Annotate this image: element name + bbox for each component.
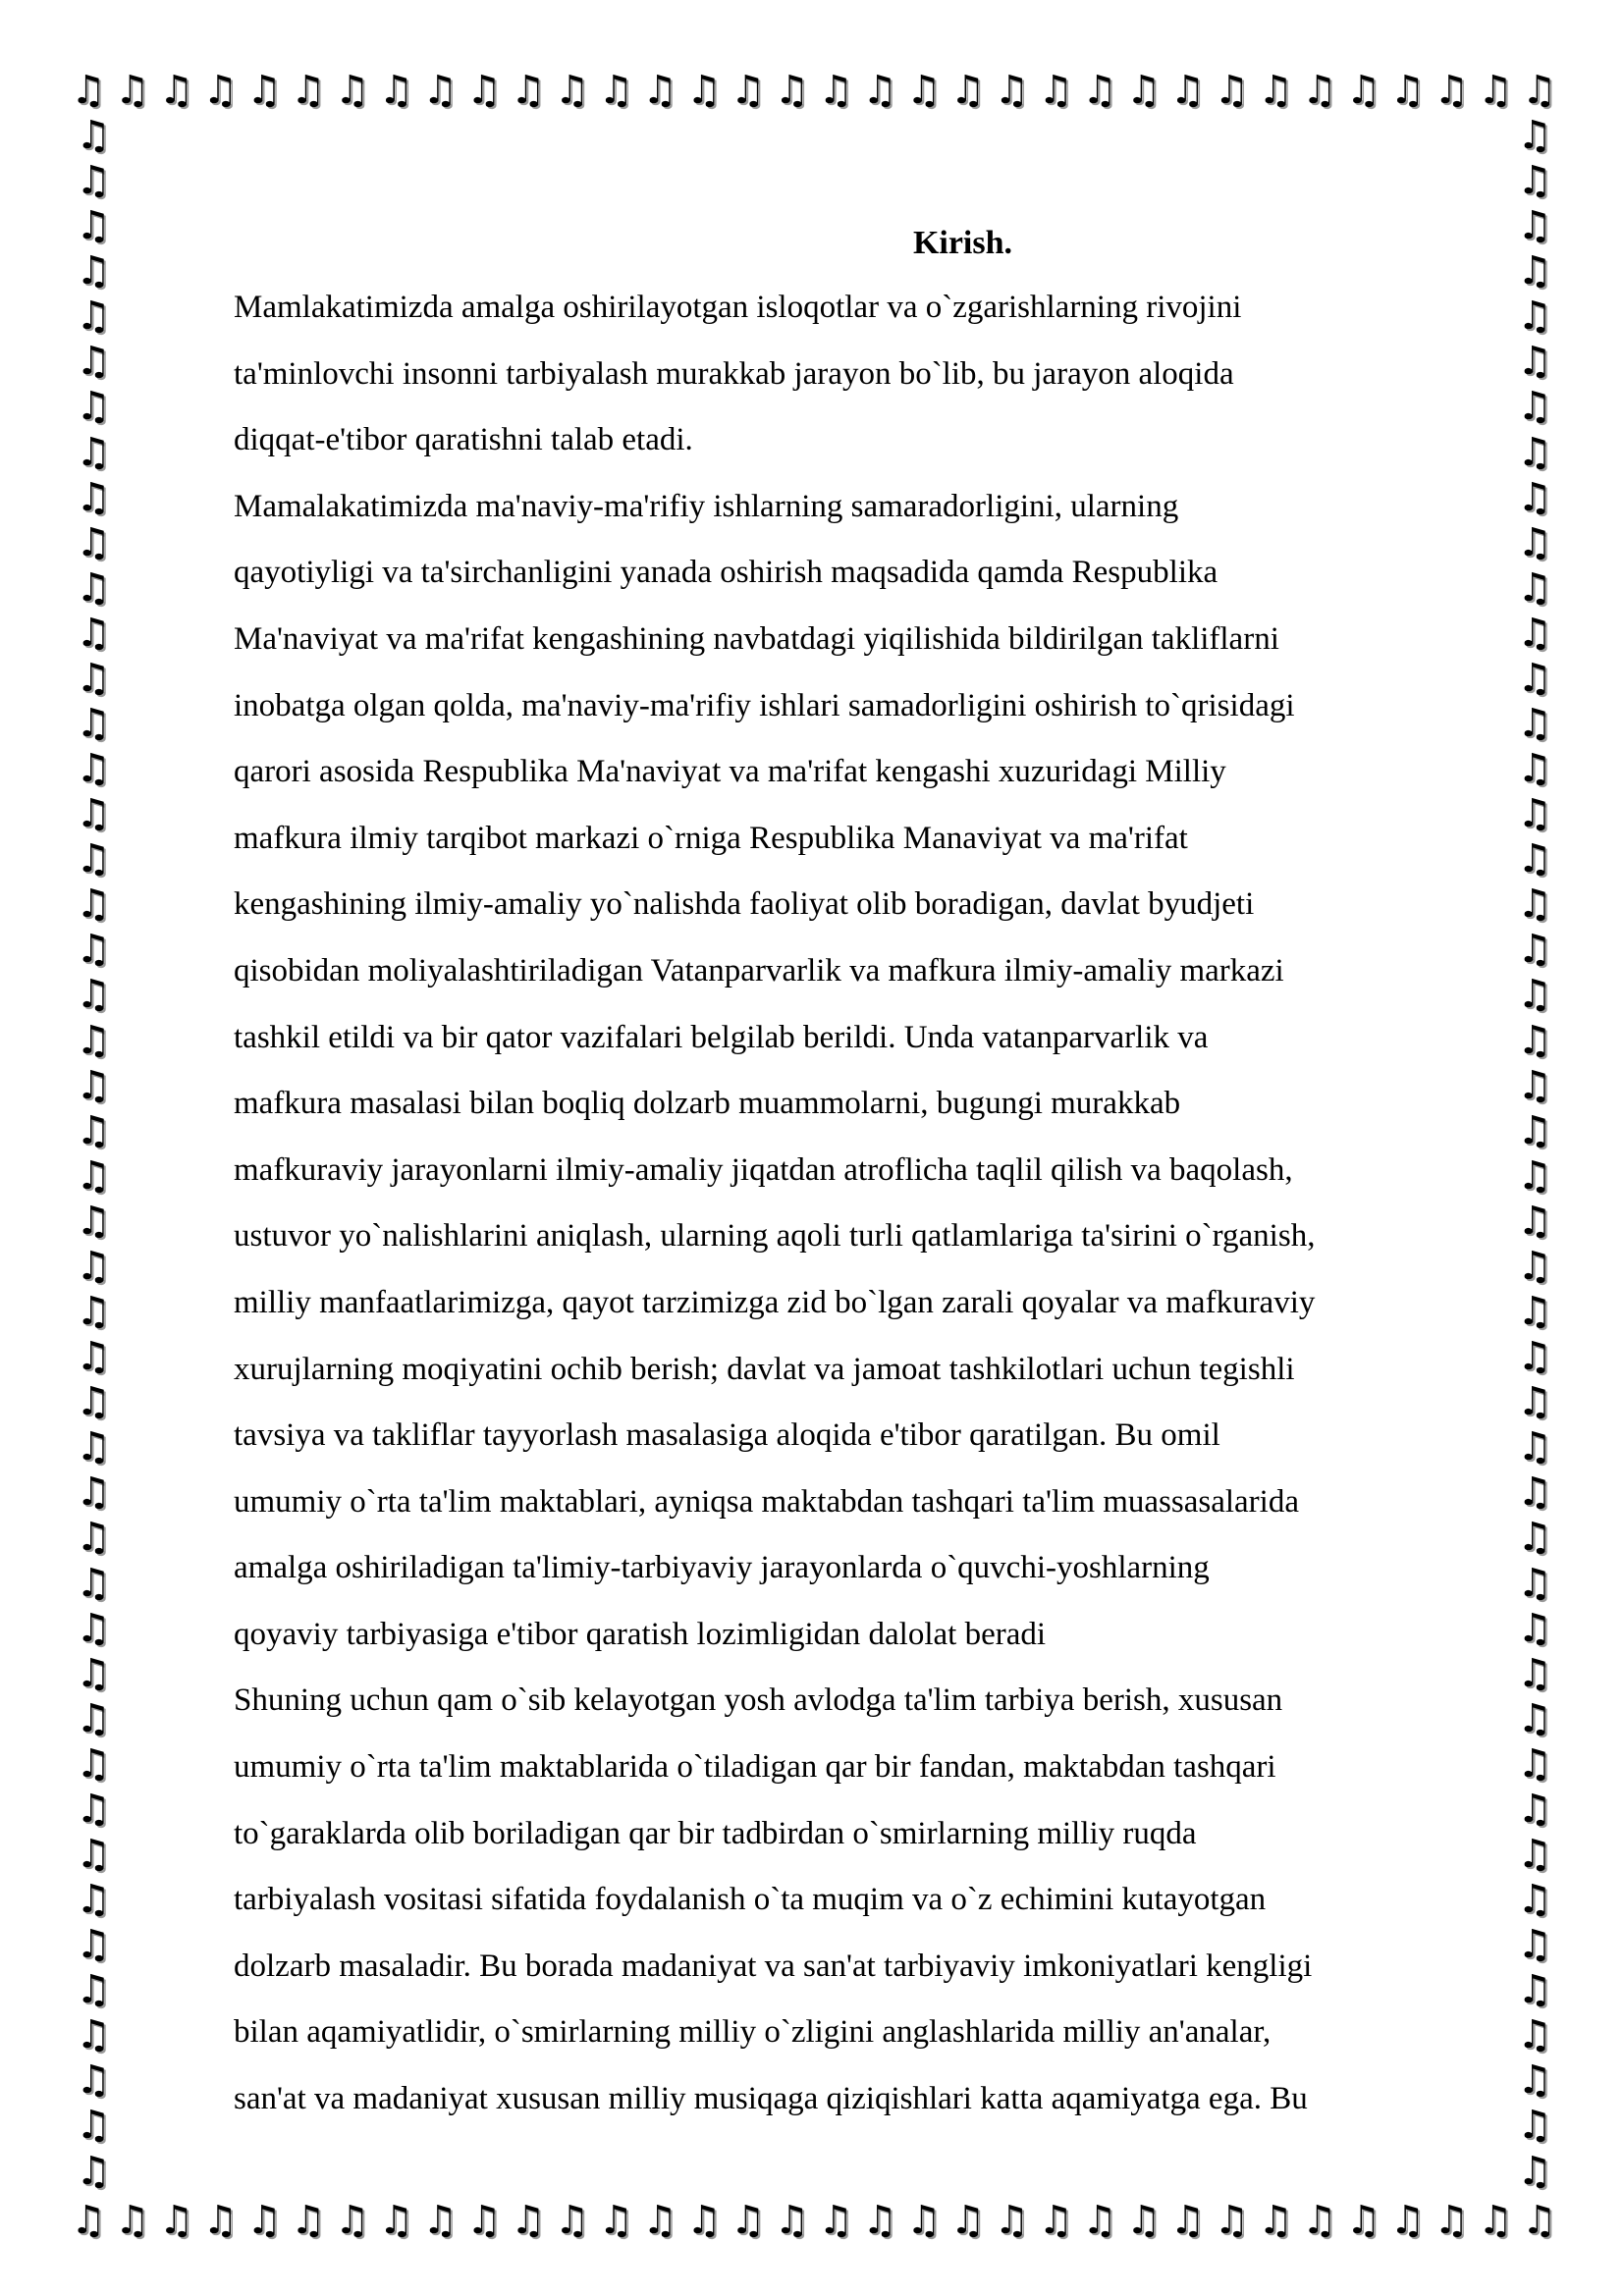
text-line: mafkura ilmiy tarqibot markazi o`rniga Respublika Manaviyat va ma'rifat bbox=[234, 820, 1188, 856]
music-note-icon: ♫ bbox=[1214, 2198, 1250, 2243]
music-note-icon: ♫ bbox=[71, 2198, 106, 2243]
music-note-icon: ♫ bbox=[76, 1243, 111, 1289]
music-note-icon: ♫ bbox=[76, 1017, 111, 1063]
text-line: bilan aqamiyatlidir, o`smirlarning milliy o`zligini anglashlarida milliy an'analar, bbox=[234, 2014, 1272, 2051]
music-note-icon: ♫ bbox=[76, 1650, 111, 1696]
music-note-icon: ♫ bbox=[1517, 881, 1552, 928]
music-note-icon: ♫ bbox=[1301, 2198, 1337, 2243]
music-note-icon: ♫ bbox=[1517, 1605, 1552, 1651]
music-note-icon: ♫ bbox=[1389, 68, 1426, 113]
text-line: qayotiyligi va ta'sirchanligini yanada oshirish maqsadida qamda Respublika bbox=[234, 555, 1218, 591]
text-line: mafkuraviy jarayonlarni ilmiy-amaliy jiqatdan atroflicha taqlil qilish va baqolash, bbox=[234, 1151, 1293, 1188]
music-note-icon: ♫ bbox=[1517, 1740, 1552, 1787]
music-note-icon: ♫ bbox=[76, 1877, 111, 1923]
music-note-icon: ♫ bbox=[76, 339, 111, 385]
music-note-icon: ♫ bbox=[774, 68, 810, 113]
music-note-icon: ♫ bbox=[76, 972, 111, 1018]
music-note-icon: ♫ bbox=[1258, 68, 1293, 113]
text-line: mafkura masalasi bilan boqliq dolzarb muammolarni, bugungi murakkab bbox=[234, 1086, 1181, 1122]
music-note-icon: ♫ bbox=[1258, 2198, 1293, 2243]
text-line: kengashining ilmiy-amaliy yo`nalishda faoliyat olib boradigan, davlat byudjeti bbox=[234, 886, 1255, 923]
music-note-icon: ♫ bbox=[76, 294, 111, 340]
text-line: Mamlakatimizda amalga oshirilayotgan isloqotlar va o`zgarishlarning rivojini bbox=[234, 290, 1242, 325]
music-note-icon: ♫ bbox=[1125, 2198, 1162, 2243]
music-note-icon: ♫ bbox=[1517, 2148, 1552, 2191]
music-note-icon: ♫ bbox=[1517, 927, 1552, 973]
music-note-icon: ♫ bbox=[1517, 1424, 1552, 1470]
music-note-icon: ♫ bbox=[1345, 2198, 1381, 2243]
music-note-icon: ♫ bbox=[774, 2198, 810, 2243]
music-note-icon: ♫ bbox=[76, 203, 111, 249]
music-note-icon: ♫ bbox=[1478, 68, 1513, 113]
music-note-icon: ♫ bbox=[76, 116, 111, 158]
music-note-icon: ♫ bbox=[378, 68, 414, 113]
music-note-icon: ♫ bbox=[949, 2198, 986, 2243]
music-note-icon: ♫ bbox=[1517, 2103, 1552, 2149]
music-note-icon: ♫ bbox=[862, 2198, 897, 2243]
music-note-icon: ♫ bbox=[994, 2198, 1030, 2243]
music-note-icon: ♫ bbox=[1517, 203, 1552, 249]
music-note-icon: ♫ bbox=[1434, 68, 1470, 113]
music-note-icon: ♫ bbox=[76, 1967, 111, 2013]
music-note-icon: ♫ bbox=[1517, 429, 1552, 475]
music-note-icon: ♫ bbox=[818, 2198, 854, 2243]
music-note-icon: ♫ bbox=[246, 2198, 282, 2243]
music-note-icon: ♫ bbox=[1517, 1379, 1552, 1425]
music-note-icon: ♫ bbox=[76, 1107, 111, 1153]
music-note-icon: ♫ bbox=[76, 1740, 111, 1787]
music-note-icon: ♫ bbox=[1517, 519, 1552, 565]
music-note-icon: ♫ bbox=[510, 68, 546, 113]
music-note-icon: ♫ bbox=[1517, 1560, 1552, 1606]
text-line: Mamalakatimizda ma'naviy-ma'rifiy ishlarning samaradorligini, ularning bbox=[234, 488, 1179, 524]
music-note-icon: ♫ bbox=[685, 68, 722, 113]
music-note-icon: ♫ bbox=[1517, 384, 1552, 430]
music-note-icon: ♫ bbox=[598, 2198, 634, 2243]
music-note-icon: ♫ bbox=[1517, 1831, 1552, 1877]
document-title: Kirish. bbox=[912, 225, 1013, 261]
music-note-icon: ♫ bbox=[76, 564, 111, 611]
music-note-icon: ♫ bbox=[76, 429, 111, 475]
music-note-icon: ♫ bbox=[1517, 1515, 1552, 1561]
text-line: umumiy o`rta ta'lim maktablarida o`tiladigan qar bir fandan, maktabdan tashqari bbox=[234, 1749, 1276, 1786]
music-note-icon: ♫ bbox=[1517, 158, 1552, 204]
music-note-icon: ♫ bbox=[1517, 791, 1552, 837]
text-line: to`garaklarda olib boriladigan qar bir tadbirdan o`smirlarning milliy ruqda bbox=[234, 1815, 1197, 1851]
music-note-icon: ♫ bbox=[642, 2198, 678, 2243]
music-note-icon: ♫ bbox=[1517, 294, 1552, 340]
text-line: dolzarb masaladir. Bu borada madaniyat va san'at tarbiyaviy imkoniyatlari kengligi bbox=[234, 1948, 1313, 1984]
music-note-icon: ♫ bbox=[76, 655, 111, 701]
music-note-icon: ♫ bbox=[1517, 701, 1552, 747]
text-line: milliy manfaatlarimizga, qayot tarzimizga zid bo`lgan zarali qoyalar va mafkuraviy bbox=[234, 1284, 1316, 1320]
music-note-icon: ♫ bbox=[76, 2103, 111, 2149]
music-note-icon: ♫ bbox=[554, 68, 590, 113]
text-line: tavsiya va takliflar tayyorlash masalasiga aloqida e'tibor qaratilgan. Bu omil bbox=[234, 1417, 1220, 1454]
music-note-icon: ♫ bbox=[76, 1695, 111, 1741]
music-note-icon: ♫ bbox=[1478, 2198, 1513, 2243]
music-note-icon: ♫ bbox=[76, 248, 111, 294]
music-note-icon: ♫ bbox=[76, 746, 111, 792]
music-note-icon: ♫ bbox=[158, 2198, 194, 2243]
music-note-icon: ♫ bbox=[422, 68, 459, 113]
text-line: Shuning uchun qam o`sib kelayotgan yosh avlodga ta'lim tarbiya berish, xususan bbox=[234, 1682, 1283, 1719]
text-line: san'at va madaniyat xususan milliy musiqaga qiziqishlari katta aqamiyatga ega. Bu bbox=[234, 2081, 1308, 2117]
music-note-icon: ♫ bbox=[76, 1605, 111, 1651]
music-note-icon: ♫ bbox=[76, 791, 111, 837]
music-note-icon: ♫ bbox=[466, 68, 502, 113]
text-line: ta'minlovchi insonni tarbiyalash murakkab jarayon bo`lib, bu jarayon aloqida bbox=[234, 355, 1234, 392]
music-note-icon: ♫ bbox=[76, 2012, 111, 2058]
music-note-icon: ♫ bbox=[1517, 1877, 1552, 1923]
music-note-icon: ♫ bbox=[905, 2198, 942, 2243]
music-note-icon: ♫ bbox=[76, 610, 111, 656]
music-note-icon: ♫ bbox=[290, 68, 326, 113]
music-note-icon: ♫ bbox=[76, 1289, 111, 1335]
music-note-icon: ♫ bbox=[1517, 1967, 1552, 2013]
music-note-icon: ♫ bbox=[76, 1469, 111, 1516]
music-note-icon: ♫ bbox=[1517, 1695, 1552, 1741]
music-note-icon: ♫ bbox=[76, 881, 111, 928]
music-note-icon: ♫ bbox=[76, 1786, 111, 1832]
music-note-icon: ♫ bbox=[76, 474, 111, 520]
music-note-icon: ♫ bbox=[1517, 1469, 1552, 1516]
text-line: diqqat-e'tibor qaratishni talab etadi. bbox=[234, 422, 693, 458]
music-note-icon: ♫ bbox=[642, 68, 678, 113]
music-note-icon: ♫ bbox=[1517, 1243, 1552, 1289]
music-note-icon: ♫ bbox=[1517, 474, 1552, 520]
music-note-icon: ♫ bbox=[76, 1198, 111, 1244]
music-note-icon: ♫ bbox=[76, 384, 111, 430]
music-note-icon: ♫ bbox=[76, 1424, 111, 1470]
music-note-icon: ♫ bbox=[76, 1560, 111, 1606]
music-note-icon: ♫ bbox=[1081, 68, 1117, 113]
music-note-icon: ♫ bbox=[76, 1515, 111, 1561]
music-note-icon: ♫ bbox=[76, 836, 111, 882]
music-note-icon: ♫ bbox=[334, 68, 370, 113]
music-note-icon: ♫ bbox=[730, 68, 766, 113]
music-note-icon: ♫ bbox=[422, 2198, 459, 2243]
music-note-icon: ♫ bbox=[1517, 836, 1552, 882]
music-note-icon: ♫ bbox=[1521, 2198, 1557, 2243]
music-note-icon: ♫ bbox=[290, 2198, 326, 2243]
music-note-icon: ♫ bbox=[1517, 2057, 1552, 2104]
music-note-icon: ♫ bbox=[76, 2057, 111, 2104]
music-note-icon: ♫ bbox=[76, 1831, 111, 1877]
music-note-icon: ♫ bbox=[1081, 2198, 1117, 2243]
music-note-icon: ♫ bbox=[1517, 1922, 1552, 1968]
music-note-icon: ♫ bbox=[1517, 1062, 1552, 1108]
music-note-icon: ♫ bbox=[1169, 68, 1206, 113]
text-line: tarbiyalash vositasi sifatida foydalanish o`ta muqim va o`z echimini kutayotgan bbox=[234, 1882, 1267, 1918]
music-note-icon: ♫ bbox=[466, 2198, 502, 2243]
document-page bbox=[234, 218, 1520, 2133]
music-note-icon: ♫ bbox=[1345, 68, 1381, 113]
music-note-icon: ♫ bbox=[685, 2198, 722, 2243]
music-note-icon: ♫ bbox=[1517, 1786, 1552, 1832]
music-note-icon: ♫ bbox=[71, 68, 106, 113]
music-note-icon: ♫ bbox=[554, 2198, 590, 2243]
music-note-icon: ♫ bbox=[378, 2198, 414, 2243]
music-note-icon: ♫ bbox=[114, 2198, 150, 2243]
music-note-icon: ♫ bbox=[730, 2198, 766, 2243]
music-note-icon: ♫ bbox=[1517, 1289, 1552, 1335]
music-note-icon: ♫ bbox=[1517, 610, 1552, 656]
music-note-icon: ♫ bbox=[1521, 68, 1557, 113]
music-note-icon: ♫ bbox=[1214, 68, 1250, 113]
text-line: qoyaviy tarbiyasiga e'tibor qaratish lozimligidan dalolat beradi bbox=[234, 1616, 1047, 1652]
music-note-icon: ♫ bbox=[510, 2198, 546, 2243]
music-note-icon: ♫ bbox=[1517, 1152, 1552, 1199]
music-note-icon: ♫ bbox=[818, 68, 854, 113]
music-note-icon: ♫ bbox=[202, 2198, 239, 2243]
music-note-icon: ♫ bbox=[76, 1152, 111, 1199]
music-note-icon: ♫ bbox=[1125, 68, 1162, 113]
text-line: xurujlarning moqiyatini ochib berish; davlat va jamoat tashkilotlari uchun tegishli bbox=[234, 1351, 1295, 1387]
music-note-icon: ♫ bbox=[1517, 1650, 1552, 1696]
border-top bbox=[71, 61, 1557, 120]
music-note-icon: ♫ bbox=[1169, 2198, 1206, 2243]
music-note-icon: ♫ bbox=[76, 2148, 111, 2191]
border-bottom bbox=[71, 2191, 1557, 2250]
text-line: tashkil etildi va bir qator vazifalari belgilab berildi. Unda vatanparvarlik va bbox=[234, 1019, 1209, 1055]
text-line: amalga oshiriladigan ta'limiy-tarbiyaviy jarayonlarda o`quvchi-yoshlarning bbox=[234, 1550, 1210, 1586]
text-line: qarori asosida Respublika Ma'naviyat va ma'rifat kengashi xuzuridagi Milliy bbox=[234, 754, 1226, 790]
music-note-icon: ♫ bbox=[202, 68, 239, 113]
music-note-icon: ♫ bbox=[1517, 339, 1552, 385]
music-note-icon: ♫ bbox=[994, 68, 1030, 113]
music-note-icon: ♫ bbox=[76, 1062, 111, 1108]
music-note-icon: ♫ bbox=[598, 68, 634, 113]
music-note-icon: ♫ bbox=[76, 519, 111, 565]
text-line: Ma'naviyat va ma'rifat kengashining navbatdagi yiqilishida bildirilgan takliflarni bbox=[234, 620, 1279, 657]
music-note-icon: ♫ bbox=[862, 68, 897, 113]
music-note-icon: ♫ bbox=[1389, 2198, 1426, 2243]
text-line: ustuvor yo`nalishlarini aniqlash, ularning aqoli turli qatlamlariga ta'sirini o`rganish, bbox=[234, 1218, 1316, 1255]
music-note-icon: ♫ bbox=[1301, 68, 1337, 113]
music-note-icon: ♫ bbox=[1517, 1198, 1552, 1244]
document-body bbox=[234, 275, 1520, 2133]
music-note-icon: ♫ bbox=[949, 68, 986, 113]
music-note-icon: ♫ bbox=[158, 68, 194, 113]
music-note-icon: ♫ bbox=[334, 2198, 370, 2243]
music-note-icon: ♫ bbox=[76, 158, 111, 204]
text-line: umumiy o`rta ta'lim maktablari, ayniqsa maktabdan tashqari ta'lim muassasalarida bbox=[234, 1483, 1299, 1520]
music-note-icon: ♫ bbox=[1517, 116, 1552, 158]
music-note-icon: ♫ bbox=[1517, 1107, 1552, 1153]
text-line: inobatga olgan qolda, ma'naviy-ma'rifiy ishlari samadorligini oshirish to`qrisidagi bbox=[234, 687, 1295, 723]
music-note-icon: ♫ bbox=[1517, 1334, 1552, 1380]
music-note-icon: ♫ bbox=[1517, 2012, 1552, 2058]
music-note-icon: ♫ bbox=[76, 1379, 111, 1425]
music-note-icon: ♫ bbox=[114, 68, 150, 113]
music-note-icon: ♫ bbox=[1517, 655, 1552, 701]
music-note-icon: ♫ bbox=[1038, 2198, 1074, 2243]
music-note-icon: ♫ bbox=[1517, 564, 1552, 611]
music-note-icon: ♫ bbox=[76, 701, 111, 747]
music-note-icon: ♫ bbox=[1517, 1017, 1552, 1063]
music-note-icon: ♫ bbox=[1517, 972, 1552, 1018]
music-note-icon: ♫ bbox=[76, 1334, 111, 1380]
music-note-icon: ♫ bbox=[905, 68, 942, 113]
music-note-icon: ♫ bbox=[1517, 248, 1552, 294]
music-note-icon: ♫ bbox=[246, 68, 282, 113]
music-note-icon: ♫ bbox=[76, 927, 111, 973]
text-line: qisobidan moliyalashtiriladigan Vatanparvarlik va mafkura ilmiy-amaliy markazi bbox=[234, 952, 1284, 988]
music-note-icon: ♫ bbox=[1434, 2198, 1470, 2243]
music-note-icon: ♫ bbox=[1517, 746, 1552, 792]
border-left bbox=[71, 116, 116, 2191]
music-note-icon: ♫ bbox=[76, 1922, 111, 1968]
music-note-icon: ♫ bbox=[1038, 68, 1074, 113]
